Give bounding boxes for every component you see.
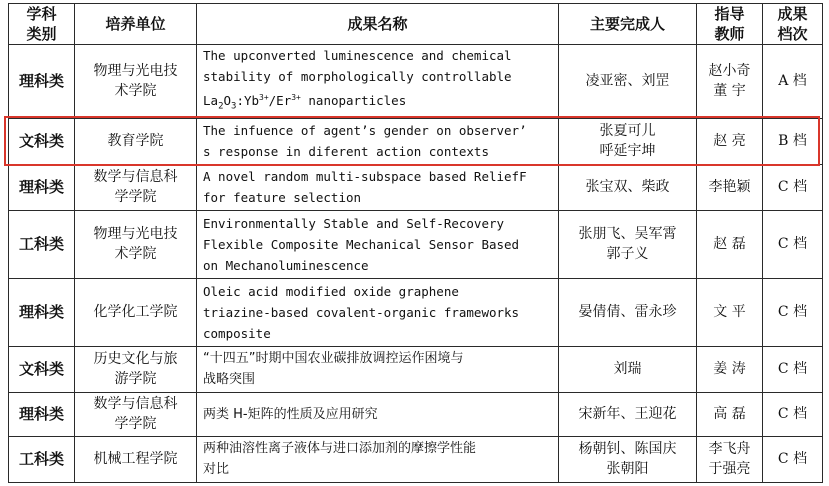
table-row xyxy=(9,346,823,392)
advisor-cell: 赵 亮 xyxy=(697,118,763,164)
people-cell: 杨朝钊、陈国庆 张朝阳 xyxy=(559,436,697,482)
header-title: 成果名称 xyxy=(197,4,559,45)
people-cell: 凌亚密、刘罡 xyxy=(559,45,697,119)
grade-cell: C 档 xyxy=(763,436,823,482)
category-cell: 理科类 xyxy=(9,45,75,119)
category-cell: 理科类 xyxy=(9,392,75,436)
title-cell: Oleic acid modified oxide graphene triazine-based covalent-organic frameworks composite xyxy=(197,278,559,346)
title-cell: “十四五”时期中国农业碳排放调控运作困境与 战略突围 xyxy=(197,346,559,392)
title-cell: Environmentally Stable and Self-Recovery Flexible Composite Mechanical Sensor Based on Mechanoluminescence xyxy=(197,210,559,278)
unit-cell: 物理与光电技 术学院 xyxy=(75,210,197,278)
unit-cell: 数学与信息科 学学院 xyxy=(75,392,197,436)
header-people: 主要完成人 xyxy=(559,4,697,45)
grade-cell: C 档 xyxy=(763,210,823,278)
header-advisor: 指导 教师 xyxy=(697,4,763,45)
unit-cell: 教育学院 xyxy=(75,118,197,164)
people-cell: 张朋飞、吴军霄 郭子义 xyxy=(559,210,697,278)
table-header-row xyxy=(9,4,823,45)
category-cell: 工科类 xyxy=(9,436,75,482)
table-row xyxy=(9,45,823,119)
advisor-cell: 文 平 xyxy=(697,278,763,346)
table-row xyxy=(9,436,823,482)
grade-cell: C 档 xyxy=(763,164,823,210)
advisor-cell: 李飞舟 于强亮 xyxy=(697,436,763,482)
advisor-cell: 高 磊 xyxy=(697,392,763,436)
grade-cell: C 档 xyxy=(763,346,823,392)
achievements-table-wrapper xyxy=(8,3,822,483)
table-row xyxy=(9,278,823,346)
header-unit: 培养单位 xyxy=(75,4,197,45)
title-cell: A novel random multi-subspace based ReliefF for feature selection xyxy=(197,164,559,210)
category-cell: 理科类 xyxy=(9,164,75,210)
table-row xyxy=(9,210,823,278)
unit-cell: 物理与光电技 术学院 xyxy=(75,45,197,119)
achievements-table xyxy=(8,3,823,483)
table-row xyxy=(9,392,823,436)
formula-line: $La_2O_3:Yb^{3+}/Er^{3+}$ nanoparticles xyxy=(203,93,407,112)
header-category: 学科 类别 xyxy=(9,4,75,45)
header-grade: 成果 档次 xyxy=(763,4,823,45)
category-cell: 文科类 xyxy=(9,346,75,392)
grade-cell: C 档 xyxy=(763,392,823,436)
advisor-cell: 赵 磊 xyxy=(697,210,763,278)
unit-cell: 数学与信息科 学学院 xyxy=(75,164,197,210)
people-cell: 晏倩倩、雷永珍 xyxy=(559,278,697,346)
advisor-cell: 姜 涛 xyxy=(697,346,763,392)
people-cell: 张夏可儿 呼延宇坤 xyxy=(559,118,697,164)
category-cell: 文科类 xyxy=(9,118,75,164)
grade-cell: B 档 xyxy=(763,118,823,164)
people-cell: 刘瑞 xyxy=(559,346,697,392)
grade-cell: C 档 xyxy=(763,278,823,346)
unit-cell: 化学化工学院 xyxy=(75,278,197,346)
advisor-cell: 赵小奇 董 宇 xyxy=(697,45,763,119)
table-row xyxy=(9,164,823,210)
table-row-highlighted xyxy=(9,118,823,164)
title-cell: 两种油溶性离子液体与进口添加剂的摩擦学性能 对比 xyxy=(197,436,559,482)
category-cell: 工科类 xyxy=(9,210,75,278)
unit-cell: 历史文化与旅 游学院 xyxy=(75,346,197,392)
title-cell: The infuence of agent’s gender on observer’ s response in diferent action contexts xyxy=(197,118,559,164)
people-cell: 张宝双、柴政 xyxy=(559,164,697,210)
title-cell: 两类 H-矩阵的性质及应用研究 xyxy=(197,392,559,436)
unit-cell: 机械工程学院 xyxy=(75,436,197,482)
category-cell: 理科类 xyxy=(9,278,75,346)
grade-cell: A 档 xyxy=(763,45,823,119)
title-cell: The upconverted luminescence and chemical stability of morphologically controllable $La_2O_3:Yb^{3+}/Er^{3+}$ nanoparticles xyxy=(197,45,559,119)
advisor-cell: 李艳颖 xyxy=(697,164,763,210)
people-cell: 宋新年、王迎花 xyxy=(559,392,697,436)
